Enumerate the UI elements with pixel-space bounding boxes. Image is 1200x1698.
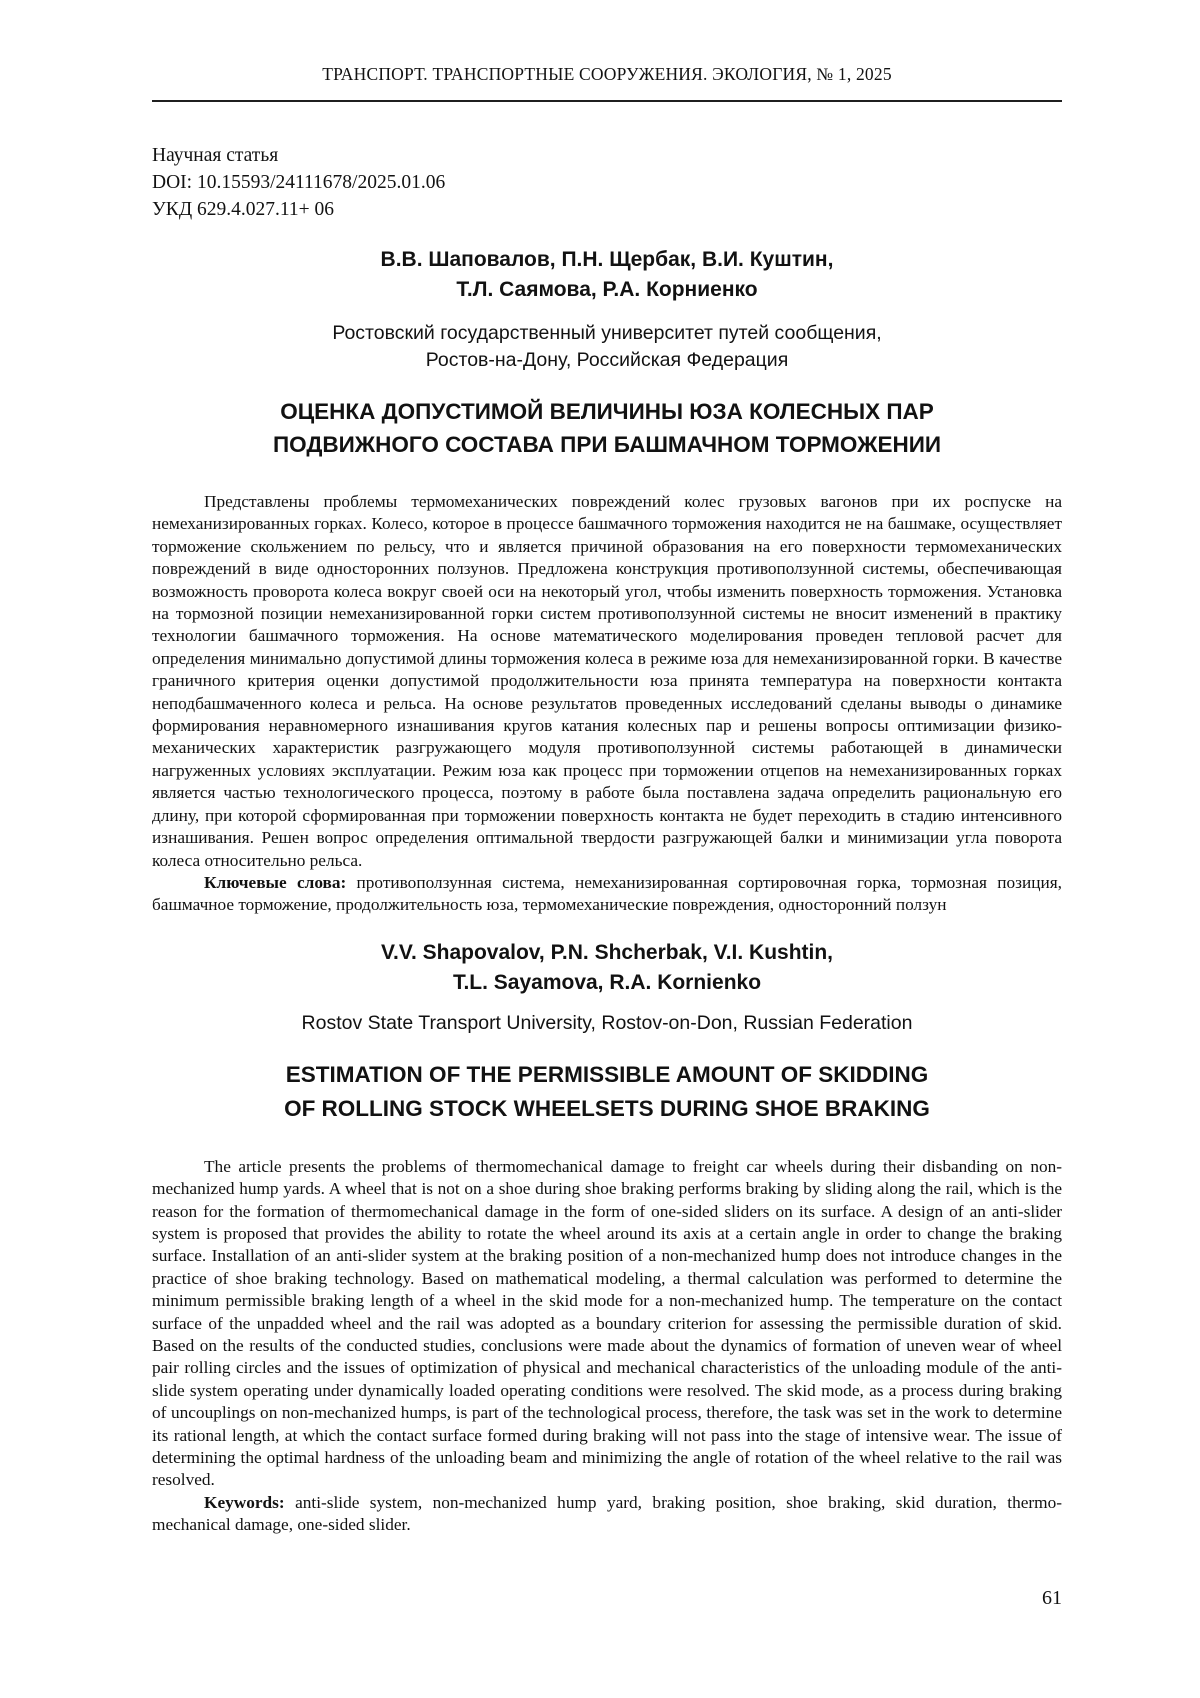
- abstract-en: The article presents the problems of thermomechanical damage to freight car wheels during their disbanding on non-mechanized hump yards. A wheel that is not on a shoe during shoe braking performs braking by sliding along the rail, which is the reason for the formation of thermomechanical damage in the form of one-sided sliders on its surface. A design of an anti-slider system is proposed that provides the ability to rotate the wheel around its axis at a certain angle in order to change the braking surface. Installation of an anti-slider system at the braking position of a non-mechanized hump does not introduce changes in the practice of shoe braking technology. Based on mathematical modeling, a thermal calculation was performed to determine the minimum permissible braking length of a wheel in the skid mode for a non-mechanized hump. The temperature on the contact surface of the unpadded wheel and the rail was adopted as a boundary criterion for assessing the permissible duration of skid. Based on the results of the conducted studies, conclusions were made about the dynamics of formation of uneven wear of wheel pair rolling circles and the issues of optimization of physical and mechanical characteristics of the unloading module of the anti-slide system operating under dynamically loaded operating conditions were resolved. The skid mode, as a process during braking of uncouplings on non-mechanized humps, is part of the technological process, therefore, the task was set in the work to determine its rational length, at which the contact surface formed during braking will not pass into the stage of intensive wear. The issue of determining the optimal hardness of the unloading beam and minimizing the angle of rotation of the wheel relative to the rail was resolved.: [152, 1156, 1062, 1490]
- keywords-en-text: anti-slide system, non-mechanized hump yard, braking position, shoe braking, skid duration, thermo-mechanical damage, one-sided slider.: [152, 1492, 1062, 1535]
- keywords-ru: [152, 872, 1062, 917]
- header-rule: [152, 100, 1062, 102]
- article-title-en-line-2: OF ROLLING STOCK WHEELSETS DURING SHOE BRAKING: [284, 1095, 930, 1121]
- page-number: 61: [1042, 1587, 1062, 1609]
- authors-ru-line-1: В.В. Шаповалов, П.Н. Щербак, В.И. Куштин,: [380, 248, 834, 271]
- keywords-en-label: Keywords:: [204, 1492, 285, 1512]
- article-title-ru-line-1: ОЦЕНКА ДОПУСТИМОЙ ВЕЛИЧИНЫ ЮЗА КОЛЕСНЫХ ПАР: [280, 399, 934, 424]
- authors-en-line-2: T.L. Sayamova, R.A. Kornienko: [452, 970, 762, 994]
- affiliation-ru-line-1: Ростовский государственный университет путей сообщения,: [332, 322, 882, 344]
- affiliation-ru-line-2: Ростов-на-Дону, Российская Федерация: [425, 349, 789, 371]
- keywords-ru-label: Ключевые слова:: [204, 872, 347, 892]
- affiliation-ru: [152, 320, 1062, 374]
- authors-en-line-1: V.V. Shapovalov, P.N. Shcherbak, V.I. Kushtin,: [380, 940, 834, 964]
- authors-en: [152, 938, 1062, 998]
- keywords-en: [152, 1492, 1062, 1537]
- udc-line: УКД 629.4.027.11+ 06: [152, 199, 335, 220]
- doi-line: DOI: 10.15593/24111678/2025.01.06: [152, 172, 446, 193]
- affiliation-en: [152, 1010, 1062, 1037]
- article-meta: [152, 142, 1062, 223]
- article-title-en: [152, 1058, 1062, 1126]
- authors-ru: [152, 245, 1062, 305]
- abstract-en-block: [152, 1156, 1062, 1537]
- article-title-en-line-1: ESTIMATION OF THE PERMISSIBLE AMOUNT OF SKIDDING: [285, 1061, 929, 1087]
- article-title-ru-line-2: ПОДВИЖНОГО СОСТАВА ПРИ БАШМАЧНОМ ТОРМОЖЕНИИ: [272, 432, 942, 457]
- abstract-ru-block: [152, 491, 1062, 917]
- affiliation-en-line: Rostov State Transport University, Rostov-on-Don, Russian Federation: [301, 1011, 913, 1034]
- keywords-ru-text: противоползунная система, немеханизированная сортировочная горка, тормозная позиция, башмачное торможение, продолжительность юза, термомеханические повреждения, односторонний ползун: [152, 872, 1062, 915]
- journal-running-head: ТРАНСПОРТ. ТРАНСПОРТНЫЕ СООРУЖЕНИЯ. ЭКОЛОГИЯ, № 1, 2025: [322, 64, 892, 84]
- authors-ru-line-2: Т.Л. Саямова, Р.А. Корниенко: [456, 278, 758, 301]
- article-type-label: Научная статья: [152, 145, 279, 166]
- page-content: [152, 0, 1062, 1537]
- abstract-ru: Представлены проблемы термомеханических повреждений колес грузовых вагонов при их роспуске на немеханизированных горках. Колесо, которое в процессе башмачного торможения находится не на башмаке, осуществляет торможение скольжением по рельсу, что и является причиной образования на его поверхности термомеханических повреждений в виде односторонних ползунов. Предложена конструкция противоползунной системы, обеспечивающая возможность проворота колеса вокруг своей оси на некоторый угол, чтобы изменить поверхность торможения. Установка на тормозной позиции немеханизированной горки систем противоползунной системы не вносит изменений в практику технологии башмачного торможения. На основе математического моделирования проведен тепловой расчет для определения минимально допустимой длины торможения колеса в режиме юза для немеханизированной горки. В качестве граничного критерия оценки допустимой продолжительности юза принята температура на поверхности контакта неподбашмаченного колеса и рельса. На основе результатов проведенных исследований сделаны выводы о динамике формирования неравномерного изнашивания кругов катания колесных пар и решены вопросы оптимизации физико-механических характеристик разгружающего модуля противоползунной системы работающей в динамически нагруженных условиях эксплуатации. Режим юза как процесс при торможении отцепов на немеханизированных горках является частью технологического процесса, поэтому в работе была поставлена задача определить рациональную его длину, при которой сформированная при торможении поверхность контакта не будет переходить в стадию интенсивного изнашивания. Решен вопрос определения оптимальной твердости разгружающей балки и минимизации угла поворота колеса относительно рельса.: [152, 492, 1062, 870]
- article-title-ru: [152, 395, 1062, 461]
